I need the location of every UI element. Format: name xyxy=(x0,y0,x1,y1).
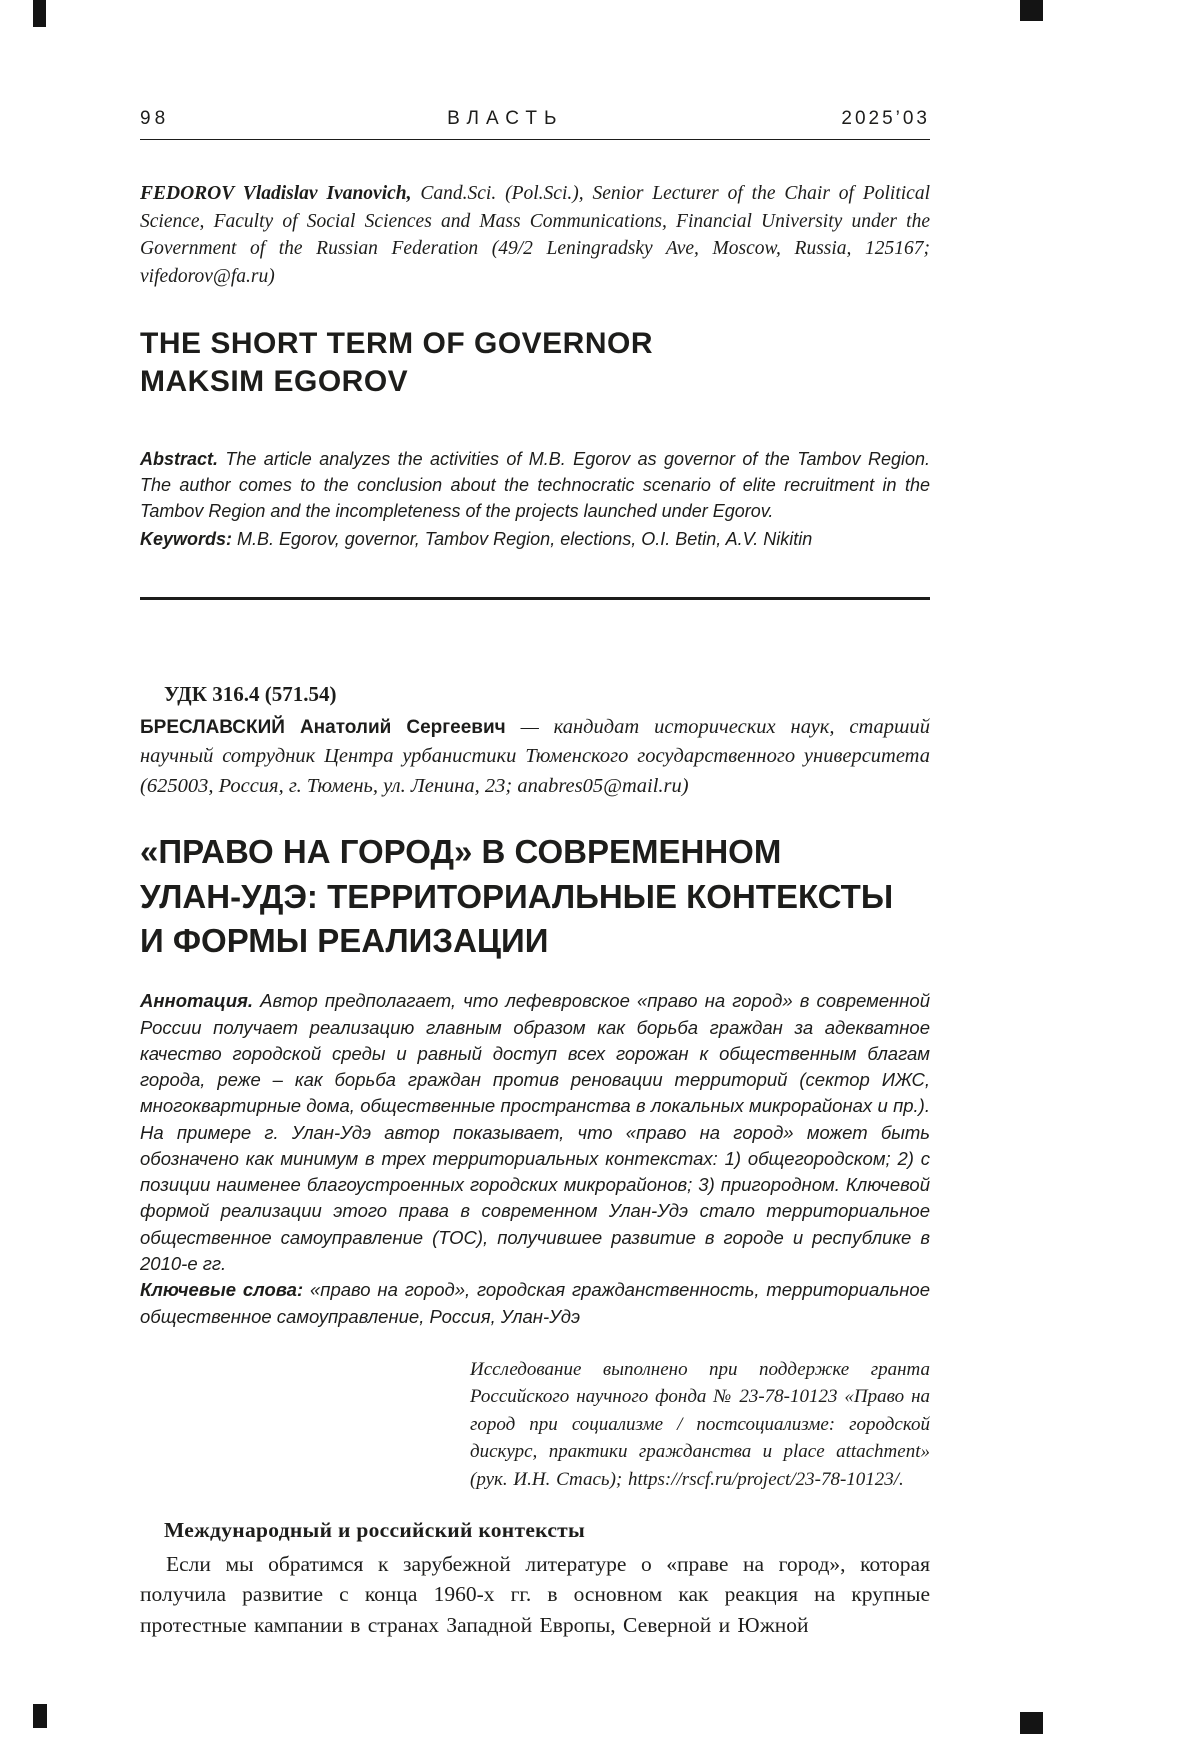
body-paragraph: Если мы обратимся к зарубежной литературе о «праве на город», которая получила развитие с конца 1960-х гг. в основном как реакция на крупные протестные кампании в странах Западной Европы, Северной и Южной xyxy=(140,1551,930,1637)
abstract-paragraph xyxy=(140,447,930,525)
author-affiliation-en: Cand.Sci. (Pol.Sci.), Senior Lecturer of the Chair of Political Science, Faculty of Social Sciences and Mass Communications, Financial University under the Government of the Russian Federation (49/2 Leningradsky Ave, Moscow, Russia, 125167; vifedorov@fa.ru) xyxy=(140,183,931,288)
udk-code: УДК 316.4 (571.54) xyxy=(164,681,337,706)
keywords-label-ru: Ключевые слова: xyxy=(140,1279,304,1301)
annotation-paragraph xyxy=(140,988,930,1277)
keywords-text-ru: «право на город», городская гражданственность, территориальное общественное самоуправление, Россия, Улан-Удэ xyxy=(140,1279,930,1327)
article-title-en-line2: MAKSIM EGOROV xyxy=(140,364,409,398)
article-title-ru-line3: И ФОРМЫ РЕАЛИЗАЦИИ xyxy=(140,922,549,960)
keywords-text-en: M.B. Egorov, governor, Tambov Region, elections, O.I. Betin, A.V. Nikitin xyxy=(232,528,813,549)
author-block-ru xyxy=(140,713,930,802)
grant-acknowledgment: Исследование выполнено при поддержке гранта Российского научного фонда № 23-78-10123 «Право на город при социализме / постсоциализме: городской дискурс, практики гражданства и place attachment» (рук. И.Н. Стась); https://rscf.ru/project/23-78-10123/. xyxy=(470,1358,930,1490)
author-name-ru: БРЕСЛАВСКИЙ Анатолий Сергеевич xyxy=(140,716,506,738)
author-name-en: FEDOROV Vladislav Ivanovich, xyxy=(140,183,412,204)
article-title-ru xyxy=(140,830,930,965)
section-heading: Международный и российский контексты xyxy=(164,1517,586,1542)
article-title-en xyxy=(140,325,930,401)
crop-mark-top-right xyxy=(1020,0,1043,21)
article-title-en-line1: THE SHORT TERM OF GOVERNOR xyxy=(140,326,654,360)
page-number: 98 xyxy=(140,108,170,129)
keywords-label-en: Keywords: xyxy=(140,528,233,549)
annotation-text: Автор предполагает, что лефевровское «право на город» в современной России получает реализацию главным образом как борьба граждан за адекватное качество городской среды и равный доступ всех горожан к общественным благам города, реже – как борьба граждан против реновации территорий (сектор ИЖС, многоквартирные дома, общественные пространства в локальных микрорайонах и пр.). На примере г. Улан-Удэ автор показывает, что «право на город» может быть обозначено как минимум в трех территориальных контекстах: 1) общегородском; 2) с позиции наименее благоустроенных городских микрорайонов; 3) пригородном. Ключевой формой реализации этого права в современном Улан-Удэ стало территориальное общественное самоуправление (ТОС), получившее развитие в городе и республике в 2010-е гг. xyxy=(140,990,930,1274)
annotation-keywords-ru xyxy=(140,988,930,1329)
keywords-paragraph-ru xyxy=(140,1277,930,1330)
article-title-ru-line1: «ПРАВО НА ГОРОД» В СОВРЕМЕННОМ xyxy=(140,832,782,870)
annotation-label: Аннотация. xyxy=(140,990,254,1012)
article-title-ru-line2: УЛАН-УДЭ: ТЕРРИТОРИАЛЬНЫЕ КОНТЕКСТЫ xyxy=(140,877,894,915)
text-column xyxy=(140,0,930,1640)
abstract-text: The article analyzes the activities of M.B. Egorov as governor of the Tambov Region. The author comes to the conclusion about the technocratic scenario of elite recruitment in the Tambov Region and the incompleteness of the projects launched under Egorov. xyxy=(140,448,930,521)
crop-mark-bottom-right xyxy=(1020,1712,1043,1734)
article-separator-rule xyxy=(140,597,930,600)
abstract-label: Abstract. xyxy=(140,448,219,469)
author-affiliation-ru: — кандидат исторических наук, старший научный сотрудник Центра урбанистики Тюменского государственного университета (625003, Россия, г. Тюмень, ул. Ленина, 23; anabres05@mail.ru) xyxy=(140,715,930,797)
journal-title: ВЛАСТЬ xyxy=(447,108,564,129)
keywords-paragraph-en xyxy=(140,527,930,553)
author-block-en xyxy=(140,180,930,291)
issue-number: 2025’03 xyxy=(841,108,930,129)
crop-mark-bottom-left xyxy=(33,1704,47,1728)
crop-mark-top-left xyxy=(33,0,46,27)
abstract-keywords-en xyxy=(140,447,930,553)
running-head xyxy=(140,108,930,140)
